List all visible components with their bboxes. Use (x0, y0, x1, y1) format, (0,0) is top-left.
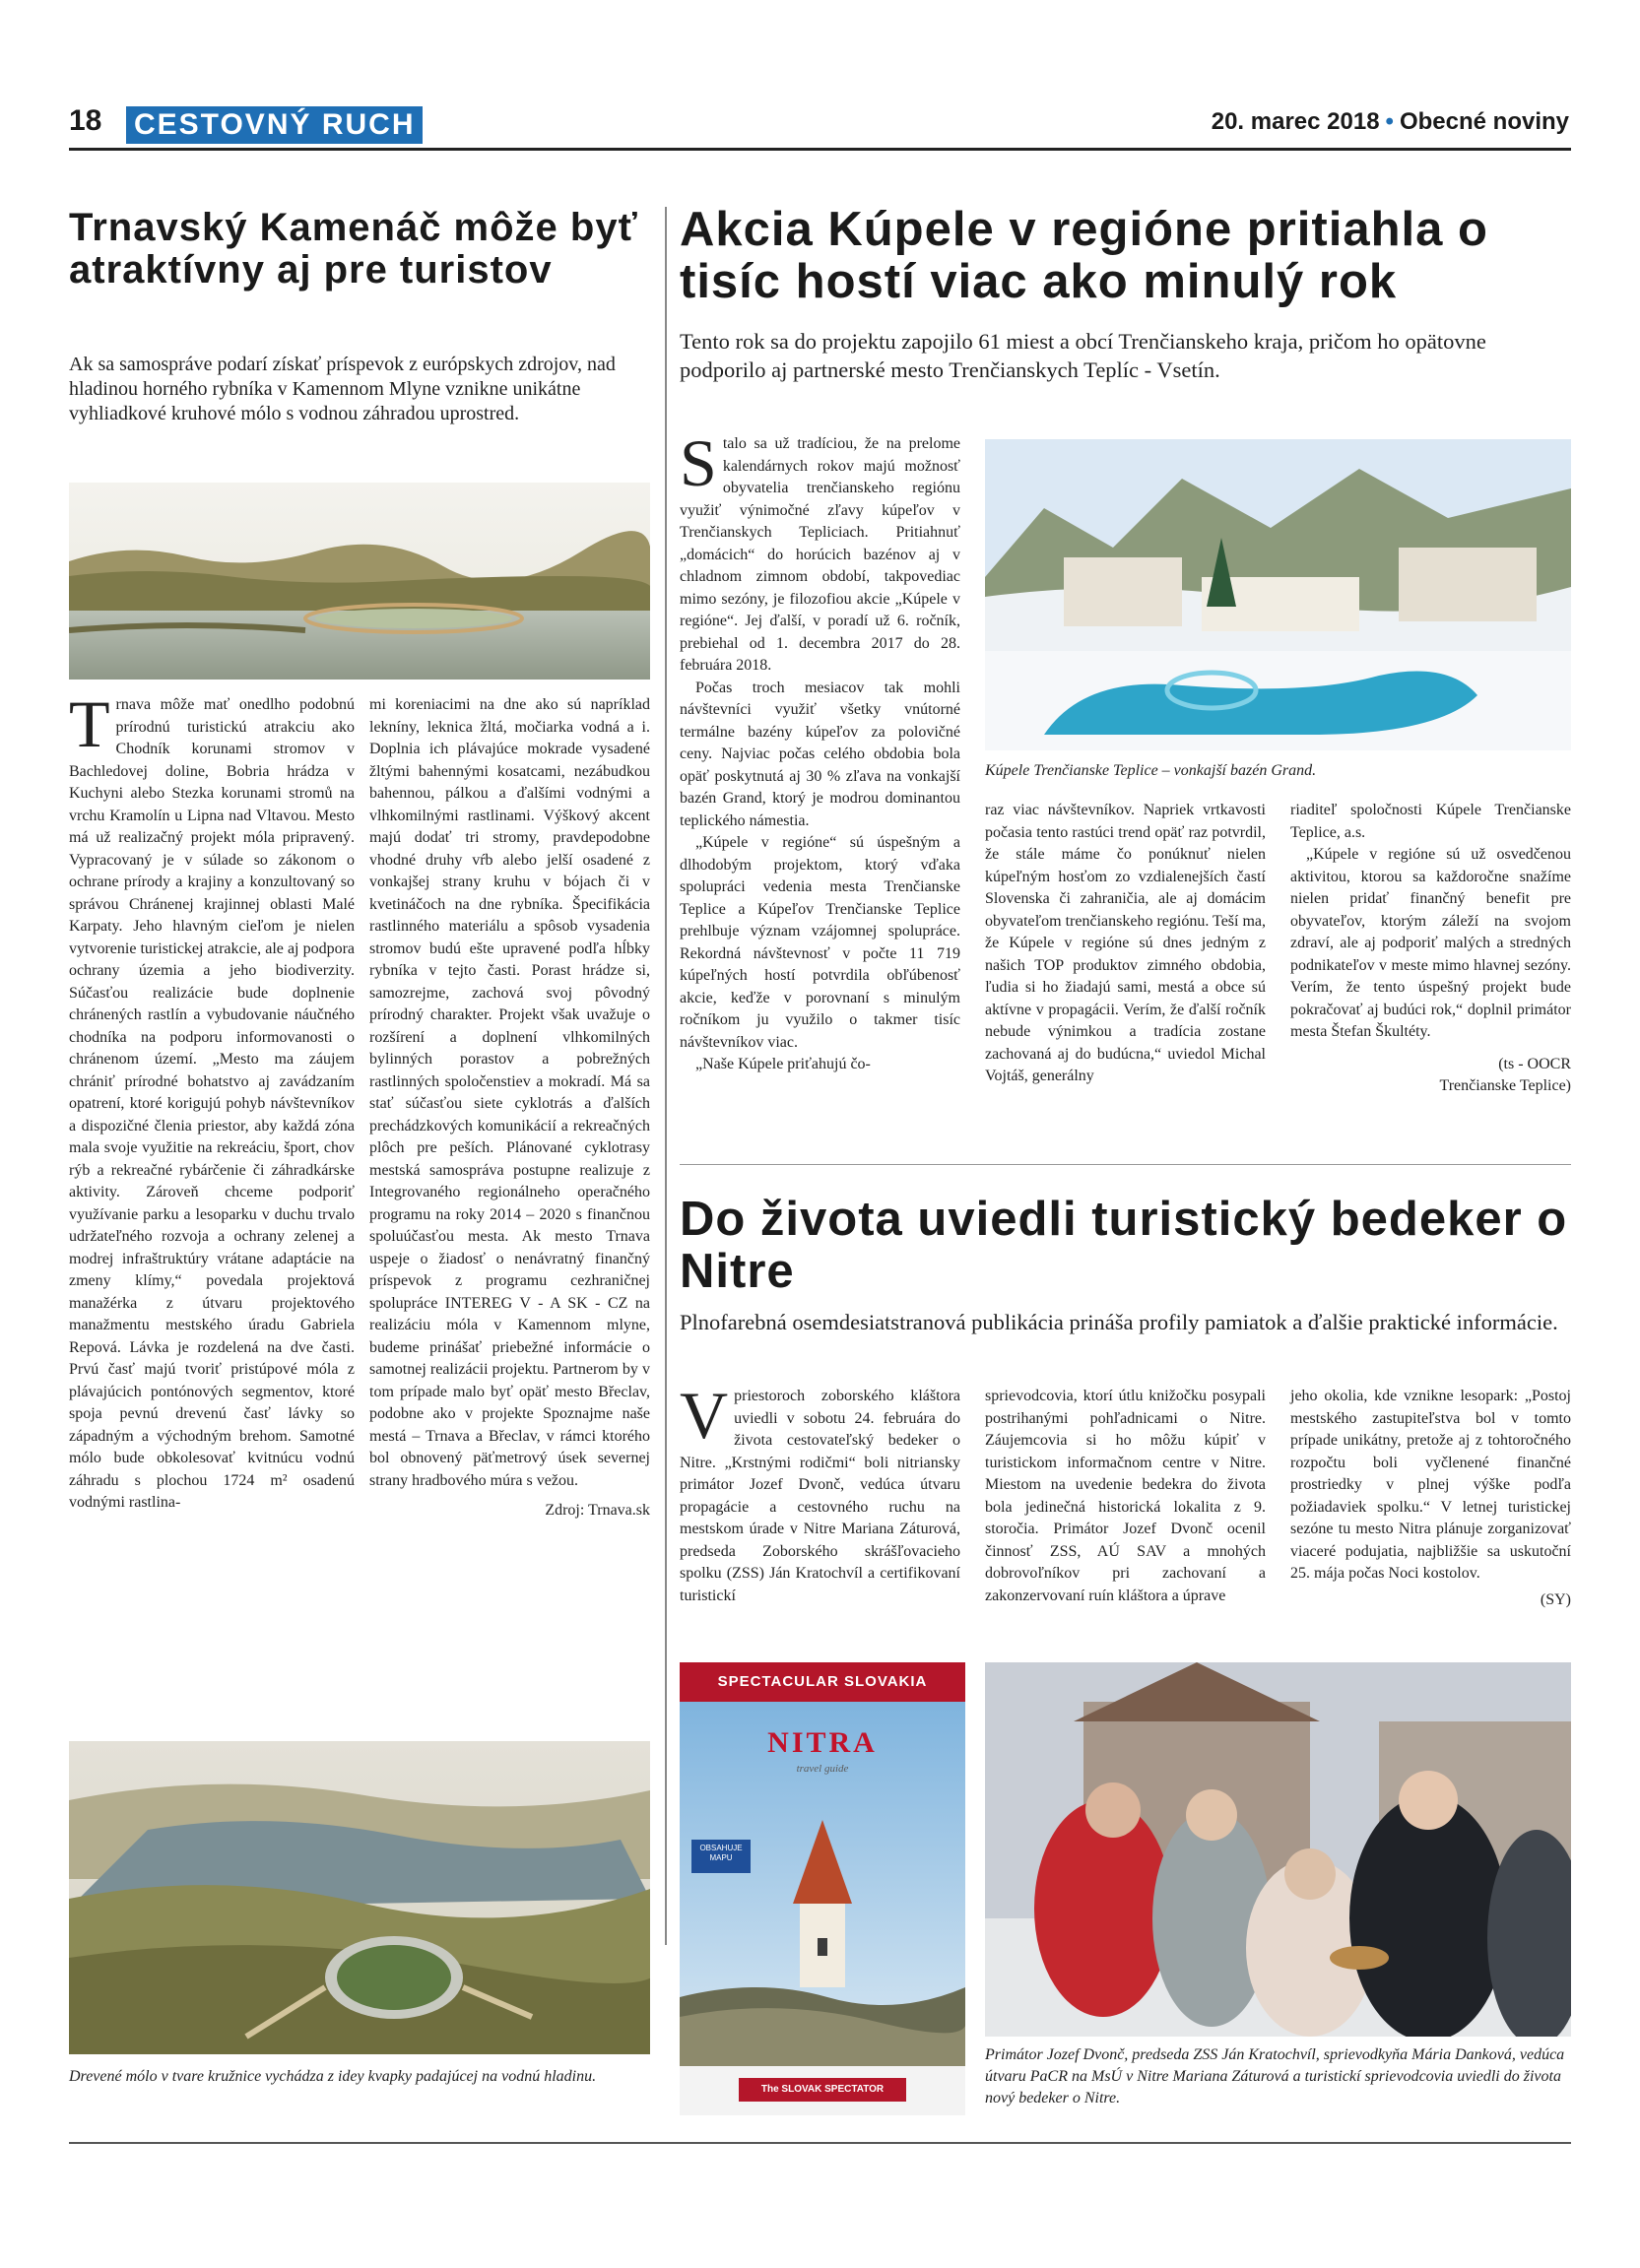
article1-col1 (69, 686, 355, 1515)
article1-title: Trnavský Kamenáč môže byť atraktívny aj pre turistov (69, 206, 638, 292)
cover-footer (680, 2066, 965, 2115)
article2-col1-p4: „Naše Kúpele priťahujú čo- (695, 1056, 871, 1072)
article3-col3 (1290, 1386, 1571, 1611)
article3-col1-text: priestoroch zoborského kláštora uviedli v sobotu 24. februára do života cestovateľský bedeker o Nitre. „Krstnými rodičmi“ boli nitriansky primátor Jozef Dvonč, vedúca útvaru propagácie a cestovného ruchu na mestskom úrade v Nitre Mariana Záturová, predseda Zoborského skrášľovacieho spolku (ZSS) Ján Kratochvíl a certifikovaní turistickí (680, 1388, 960, 1604)
cover-top-banner: SPECTACULAR SLOVAKIA (680, 1662, 965, 1702)
issue-date: 20. marec 2018 (1211, 108, 1380, 135)
page-number: 18 (69, 104, 102, 137)
article2-col3 (1290, 800, 1571, 1098)
article3-lead: Plnofarebná osemdesiatstranová publikácia prináša profily pamiatok a ďalšie praktické informácie. (680, 1310, 1558, 1334)
header-rule (69, 148, 1571, 151)
article3-caption: Primátor Jozef Dvonč, predseda ZSS Ján Kratochvíl, sprievodkyňa Mária Danková, vedúca útvaru PaCR na MsÚ v Nitre Mariana Záturová a turistickí sprievodcovia uviedli do života nový bedeker o Nitre. (985, 2046, 1565, 2106)
article2-col3-text: riaditeľ spoločnosti Kúpele Trenčianske Teplice, a.s. (1290, 802, 1571, 841)
article1-col2 (369, 694, 650, 1523)
article2-caption: Kúpele Trenčianske Teplice – vonkajší bazén Grand. (985, 762, 1317, 779)
article3-col2-text: sprievodcovia, ktorí útlu knižočku posypali postrihanými pohľadnicami o Nitre. Záujemcovia si ho môžu kúpiť v turistickom informačnom centre v Nitre. Miestom na uvedenie bedekra do života bola jedinečná historická lokalita z 9. storočia. Primátor Jozef Dvonč ocenil činnosť ZSS, AÚ SAV a mnohých dobrovoľníkov pri zachovaní a zakonzervovaní ruín kláštora a úprave (985, 1388, 1266, 1604)
article2-dropcap: S (680, 425, 717, 500)
article3-col2 (985, 1386, 1266, 1607)
article2-credit-2: Trenčianske Teplice) (1439, 1077, 1571, 1094)
article1-top-photo (69, 483, 650, 680)
section-label: CESTOVNÝ RUCH (126, 106, 423, 144)
article2-photo (985, 439, 1571, 750)
article1-col2-text: mi koreniacimi na dne ako sú napríklad lekníny, leknica žltá, močiarka vodná a i. Doplnia ich plávajúce mokrade vysadené žltými bahennými kosatcami, nezábudkou bahennou, pálkou a ďalšími vodnými a vlhkomilnými rastlinami. Výškový akcent majú dodať tri stromy, pravdepodobne vhodné druhy vŕb alebo jelší osadené z vonkajšej strany kruhu v bójach či v kvetináčoch na dne rybníka. Špecifikácia rastlinného materiálu a spôsob vysadenia stromov budú ešte upravené podľa hĺbky rybníka v tejto časti. Porast hrádze si, samozrejme, zachová svoj pôvodný prírodný charakter. Projekt však uvažuje o rozšírení a doplnení vlhkomilných bylinných porastov a pobrežných rastlinných spoločenstiev a mokradí. Má sa stať súčasťou siete cyklotrás a ďalších prechádzkových komunikácií a rekreačných plôch pre peších. Plánované cyklotrasy mestská samospráva postupne realizuje z Integrovaného regionálneho operačného programu na roky 2014 – 2020 s finančnou spoluúčasťou mesta. Ak mesto Trnava uspeje o žiadosť o nenávratný finančný príspevok z programu cezhraničnej spolupráce INTEREG V - A SK - CZ na realizáciu móla v Kamennom mlyne, budeme prinášať priebežné informácie o samotnej realizácii projektu. Partnerom by v tom prípade malo byť opäť mesto Břeclav, podobne ako v projekte Spoznajme naše mestá – Trnava a Břeclav, v rámci ktorého bol obnovený päťmetrový úsek severnej strany hradbového múra s vežou. (369, 696, 650, 1489)
article3-photo (985, 1662, 1571, 2037)
article2-lead: Tento rok sa do projektu zapojilo 61 miest a obcí Trenčianskeho kraja, pričom ho opätovne podporilo aj partnerské mesto Trenčianskych Teplíc - Vsetín. (680, 329, 1486, 382)
separator-dot: • (1385, 108, 1394, 135)
article2-col2-text: raz viac návštevníkov. Napriek vrtkavosti počasia tento rastúci trend opäť raz potvrdil, že stále máme čo ponúknuť nielen kúpeľným hosťom zo vzdialenejších častí Slovenska či zahraničia, ale aj domácim obyvateľom trenčianskeho regiónu. Teší ma, že Kúpele v regióne sú dnes jedným z našich TOP produktov zimného obdobia, ľudia si ho žiadajú sami, mestá a obce sú aktívne v propagácii. Verím, že ďalší ročník nebude výnimkou a tradícia zostane zachovaná aj do budúcna,“ uviedol Michal Vojtáš, generálny (985, 802, 1267, 1084)
cover-title: NITRA (767, 1726, 878, 1759)
article2-col2 (985, 800, 1266, 1088)
dateline (1212, 108, 1569, 136)
book-cover (680, 1662, 965, 2115)
article1-lead: Ak sa samospráve podarí získať príspevok z európskych zdrojov, nad hladinou horného rybníka v Kamennom Mlyne vznikne unikátne vyhliadkové kruhové mólo s vodnou záhradou uprostred. (69, 354, 616, 424)
article2-title: Akcia Kúpele v regióne pritiahla o tisíc hostí viac ako minulý rok (680, 203, 1488, 308)
article1-source: Zdroj: Trnava.sk (545, 1502, 650, 1519)
article3-col1 (680, 1378, 960, 1607)
article3-col3-text: jeho okolia, kde vznikne lesopark: „Postoj mestského zastupiteľstva bol v tomto prípade unikátny, pretože aj z tohtoročného rozpočtu boli vyčlenené finančné prostriedky v plnej výške podľa požiadaviek spolku.“ V letnej turistickej sezóne tu mesto Nitra plánuje zorganizovať viaceré podujatia, najbližšie sa uskutoční 25. mája počas Noci kostolov. (1290, 1388, 1571, 1582)
article2-col1-p2: Počas troch mesiacov tak mohli návštevníci využiť všetky vnútorné termálne bazény kúpeľov za polovičné ceny. Najviac počas celého obdobia bola opäť poskytnutá aj 30 % zľava na vonkajší bazén Grand, ktorý je modrou dominantou teplického námestia. (680, 679, 960, 829)
cover-publisher: The SLOVAK SPECTATOR (739, 2078, 906, 2102)
cover-map-badge: OBSAHUJE MAPU (691, 1840, 751, 1873)
cover-subtitle: travel guide (796, 1763, 849, 1775)
article1-dropcap: T (69, 686, 110, 761)
article2-col1-text: talo sa už tradíciou, že na prelome kalendárnych rokov majú možnosť obyvatelia trenčianskeho regiónu využiť výnimočné zľavy kúpeľov v Trenčianskych Tepliciach. Pritiahnuť „domácich“ do horúcich bazénov aj v chladnom zimnom období, takpovediac mimo sezóny, je filozofiou akcie „Kúpele v regióne“. Jej ďalší, v poradí už 6. ročník, prebiehal od 1. decembra 2017 do 28. februára 2018. (680, 435, 960, 674)
article3-credit: (SY) (1540, 1590, 1571, 1608)
article2-col3-p2: „Kúpele v regióne sú už osvedčenou aktivitou, ktorou sa každoročne snažíme nielen pridať finančný benefit pre obyvateľov, ktorým záleží na svojom zdraví, ale aj podporiť malých a stredných podnikateľov v meste mimo hlavnej sezóny. Verím, že tento úspešný projekt bude pokračovať aj budúci rok,“ doplnil primátor mesta Štefan Škultéty. (1290, 846, 1571, 1040)
article1-col1-text: rnava môže mať onedlho podobnú prírodnú turistickú atrakciu ako Chodník korunami stromov v Bachledovej doline, Bobria hrádza v Kuchyni alebo Stezka korunami stromů na vrchu Kramolín u Lipna nad Vltavou. Mesto má už realizačný projekt móla pripravený. Vypracovaný je v súlade so zákonom o ochrane prírody a krajiny a konzultovaný so správou Chránenej krajinnej oblasti Malé Karpaty. Jeho hlavným cieľom je nielen vytvorenie turistickej atrakcie, ale aj podpora ochrany územia a jeho biodiverzity. Súčasťou realizácie bude doplnenie chránených rastlín a vybudovanie náučného chodníka na podporu informovanosti o chránenom území. „Mesto ma záujem chrániť prírodné bohatstvo aj zavádzaním opatrení, ktoré korigujú pohyb návštevníkov a dispozičné členia priestor, aby každá zóna mala svoje využitie na rekreáciu, šport, chov rýb a rekreačné rybárčenie či záhradkárske aktivity. Zároveň chceme podporiť využívanie parku a lesoparku v duchu trvalo udržateľného rozvoja a ochrany zelenej a modrej infraštruktúry vrátane adaptácie na zmeny klímy,“ povedala projektová manažérka z útvaru projektového manažmentu mestského úradu Gabriela Repová. Lávka je rozdelená na dve časti. Prvú časť majú tvoriť pristúpové móla z plávajúcich pontónových segmentov, ktoré spoja pevnú drevenú časť lávky so západným a východným brehom. Samotné mólo bude obkolesovať kvitnúcu vodnú záhradu s plochou 1724 m² osadenú vodnými rastlina- (69, 696, 355, 1511)
article3-dropcap: V (680, 1378, 729, 1453)
newspaper-name: Obecné noviny (1399, 108, 1569, 135)
article2-credit-1: (ts - OOCR (1498, 1055, 1571, 1072)
column-divider (665, 207, 667, 1945)
footer-rule (69, 2142, 1571, 2144)
article1-bottom-photo (69, 1741, 650, 2054)
article3-title: Do života uviedli turistický bedeker o Nitre (680, 1193, 1568, 1298)
article1-caption: Drevené mólo v tvare kružnice vychádza z idey kvapky padajúcej na vodnú hladinu. (69, 2068, 597, 2085)
article2-col1 (680, 425, 960, 1076)
article2-col1-p3: „Kúpele v regióne“ sú úspešným a dlhodobým projektom, ktorý vďaka spolupráci vedenia mesta Trenčianske Teplice a Kúpeľov Trenčianske Teplice prehlbuje význam vzájomnej spolupráce. Rekordná návštevnosť v počte 11 719 kúpeľných hostí potvrdila obľúbenosť akcie, keďže v porovnaní s minulým ročníkom ju využilo o takmer tisíc návštevníkov viac. (680, 834, 960, 1051)
article-separator (680, 1164, 1571, 1165)
